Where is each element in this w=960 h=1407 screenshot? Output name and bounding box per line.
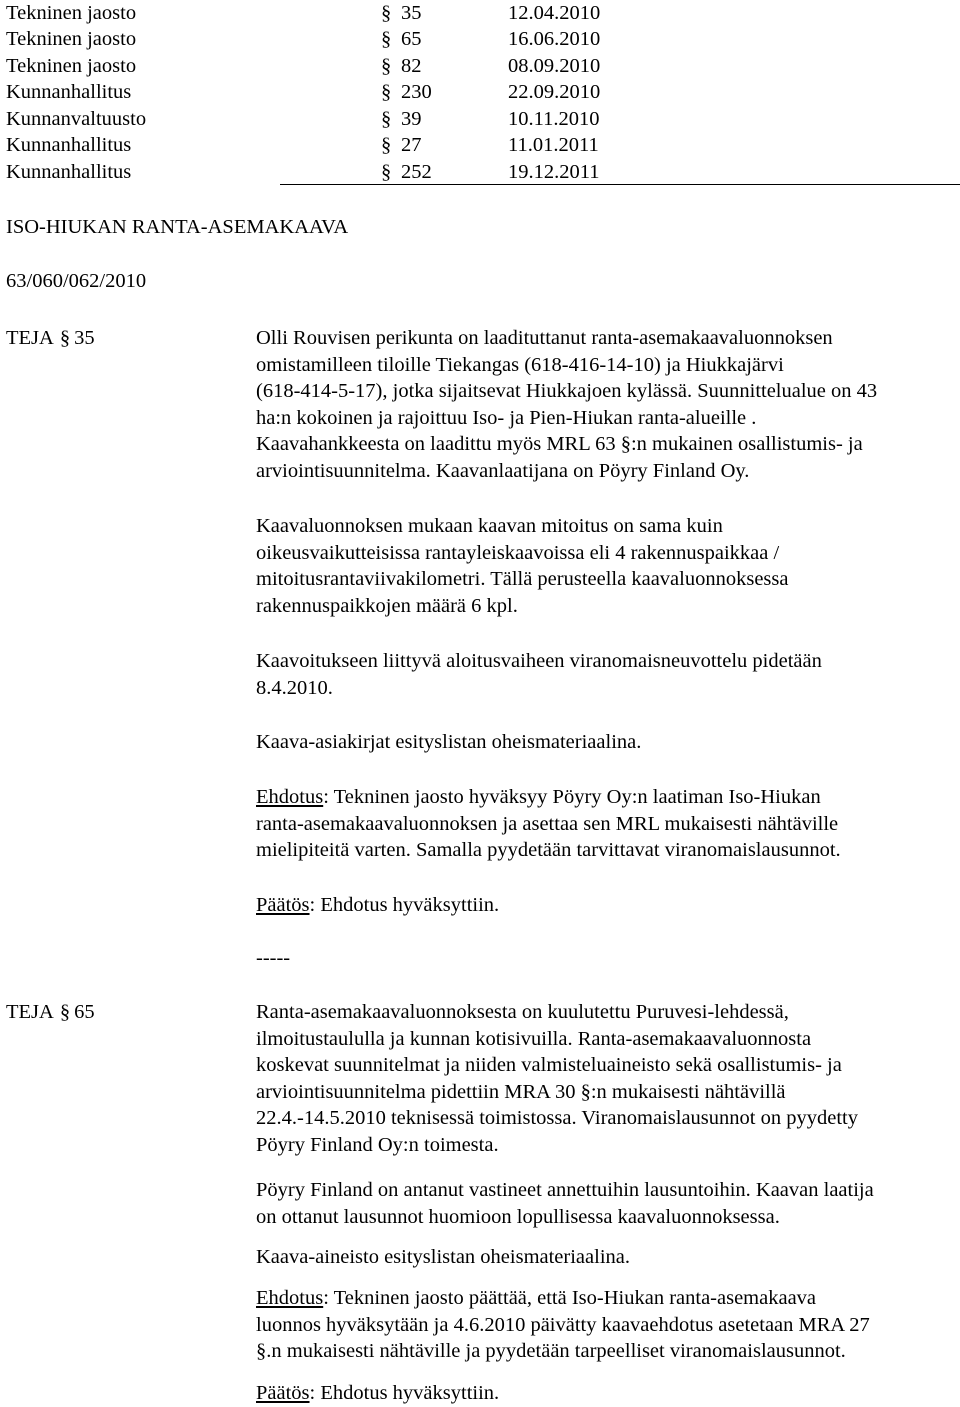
history-body: Tekninen jaosto [6, 55, 137, 77]
section-sign: § [59, 1001, 71, 1023]
section-label [6, 999, 95, 1025]
text-line: Kaava-aineisto esityslistan oheismateriaalina. [256, 1246, 630, 1268]
text-line: Kaavahankkeesta on laadittu myös MRL 63 §:n mukainen osallistumis- ja [256, 433, 863, 456]
history-date: 16.06.2010 [508, 28, 601, 50]
history-date: 10.11.2010 [508, 108, 600, 130]
history-body: Tekninen jaosto [6, 28, 137, 50]
proposal [256, 1285, 956, 1365]
text-line: Kaavaluonnoksen mukaan kaavan mitoitus on sama kuin [256, 515, 723, 537]
section-sign: § [381, 2, 392, 24]
history-row [0, 106, 960, 132]
text-line: Olli Rouvisen perikunta on laadituttanut ranta-asemakaavaluonnoksen [256, 327, 833, 349]
proposal-label: Ehdotus [256, 786, 324, 808]
decision-text: : Ehdotus hyväksyttiin. [309, 894, 500, 916]
history-number: 27 [401, 134, 422, 156]
history-body: Kunnanvaltuusto [6, 108, 147, 130]
history-row [0, 53, 960, 79]
text-line: ranta-asemakaavaluonnoksen ja asettaa sen MRL mukaisesti nähtäville [256, 812, 839, 835]
text-line: (618-414-5-17), jotka sijaitsevat Hiukkajoen kylässä. Suunnittelualue on 43 [256, 380, 878, 403]
history-date: 22.09.2010 [508, 81, 601, 103]
text-line: 22.4.-14.5.2010 teknisessä toimistossa. Viranomaislausunnot on pyydetty [256, 1107, 858, 1130]
text-line: rakennuspaikkojen määrä 6 kpl. [256, 594, 518, 617]
text-line: Pöyry Finland Oy:n toimesta. [256, 1133, 499, 1156]
decision [256, 892, 956, 919]
divider-rule [280, 184, 960, 185]
section-number: 35 [74, 327, 95, 349]
history-date: 12.04.2010 [508, 2, 601, 24]
separator-text: ----- [256, 947, 291, 969]
paragraph [256, 1244, 956, 1271]
history-row [0, 26, 960, 52]
text-line: omistamilleen tiloille Tiekangas (618-416-14-10) ja Hiukkajärvi [256, 353, 784, 376]
history-body: Tekninen jaosto [6, 2, 137, 24]
text-line: 8.4.2010. [256, 676, 333, 699]
history-row [0, 79, 960, 105]
section-number: 65 [74, 1001, 95, 1023]
history-number: 252 [401, 161, 432, 183]
paragraph [256, 325, 956, 485]
text-line: ha:n kokoinen ja rajoittuu Iso- ja Pien-Hiukan ranta-alueille . [256, 406, 757, 429]
proposal-label: Ehdotus [256, 1287, 324, 1309]
separator [256, 945, 956, 972]
diary-number: 63/060/062/2010 [6, 270, 147, 292]
history-number: 82 [401, 55, 422, 77]
text-line: arviointisuunnitelma. Kaavanlaatijana on Pöyry Finland Oy. [256, 459, 750, 482]
paragraph [256, 648, 956, 701]
section-sign: § [381, 161, 392, 183]
section-label [6, 325, 95, 351]
section-sign: § [381, 108, 392, 130]
text-line: Kaavoitukseen liittyvä aloitusvaiheen viranomaisneuvottelu pidetään [256, 650, 822, 672]
text-line: luonnos hyväksytään ja 4.6.2010 päivätty kaavaehdotus asetetaan MRA 27 [256, 1313, 870, 1336]
history-row [0, 159, 960, 185]
history-row [0, 132, 960, 158]
section-body: TEJA [6, 327, 54, 349]
proposal [256, 784, 956, 864]
paragraph [256, 513, 956, 619]
decision-text: : Ehdotus hyväksyttiin. [309, 1382, 500, 1404]
history-body: Kunnanhallitus [6, 81, 132, 103]
history-date: 11.01.2011 [508, 134, 599, 156]
history-number: 230 [401, 81, 432, 103]
paragraph [256, 729, 956, 756]
decision-label: Päätös [256, 1382, 310, 1404]
text-line: on ottanut lausunnot huomioon lopullisessa kaavaluonnoksessa. [256, 1205, 780, 1228]
history-date: 19.12.2011 [508, 161, 600, 183]
document-heading: ISO-HIUKAN RANTA-ASEMAKAAVA [6, 216, 349, 238]
text-line: mitoitusrantaviivakilometri. Tällä perusteella kaavaluonnoksessa [256, 568, 789, 591]
section-sign: § [381, 28, 392, 50]
text-line: §.n mukaisesti nähtäville ja pyydetään tarpeelliset viranomaislausunnot. [256, 1340, 846, 1363]
text-line: : Tekninen jaosto hyväksyy Pöyry Oy:n laatiman Iso-Hiukan [323, 786, 821, 808]
text-line: ilmoitustaululla ja kunnan kotisivuilla. Ranta-asemakaavaluonnosta [256, 1027, 812, 1050]
text-line: koskevat suunnitelmat ja niiden valmisteluaineisto sekä osallistumis- ja [256, 1054, 842, 1077]
text-line: Pöyry Finland on antanut vastineet annettuihin lausuntoihin. Kaavan laatija [256, 1179, 874, 1201]
history-number: 65 [401, 28, 422, 50]
section-sign: § [381, 55, 392, 77]
text-line: arviointisuunnitelma pidettiin MRA 30 §:n mukaisesti nähtävillä [256, 1080, 786, 1103]
history-number: 35 [401, 2, 422, 24]
section-body: TEJA [6, 1001, 54, 1023]
section-sign: § [381, 134, 392, 156]
history-date: 08.09.2010 [508, 55, 601, 77]
section-sign: § [59, 327, 71, 349]
history-number: 39 [401, 108, 422, 130]
decision [256, 1380, 956, 1407]
history-body: Kunnanhallitus [6, 161, 132, 183]
text-line: Ranta-asemakaavaluonnoksesta on kuulutettu Puruvesi-lehdessä, [256, 1001, 789, 1023]
paragraph [256, 999, 956, 1159]
text-line: Kaava-asiakirjat esityslistan oheismateriaalina. [256, 731, 642, 753]
text-line: : Tekninen jaosto päättää, että Iso-Hiukan ranta-asemakaava [323, 1287, 817, 1309]
text-line: mielipiteitä varten. Samalla pyydetään tarvittavat viranomaislausunnot. [256, 839, 841, 862]
history-body: Kunnanhallitus [6, 134, 132, 156]
paragraph [256, 1177, 956, 1230]
decision-label: Päätös [256, 894, 310, 916]
section-sign: § [381, 81, 392, 103]
text-line: oikeusvaikutteisissa rantayleiskaavoissa eli 4 rakennuspaikkaa / [256, 541, 780, 564]
history-row [0, 0, 960, 26]
